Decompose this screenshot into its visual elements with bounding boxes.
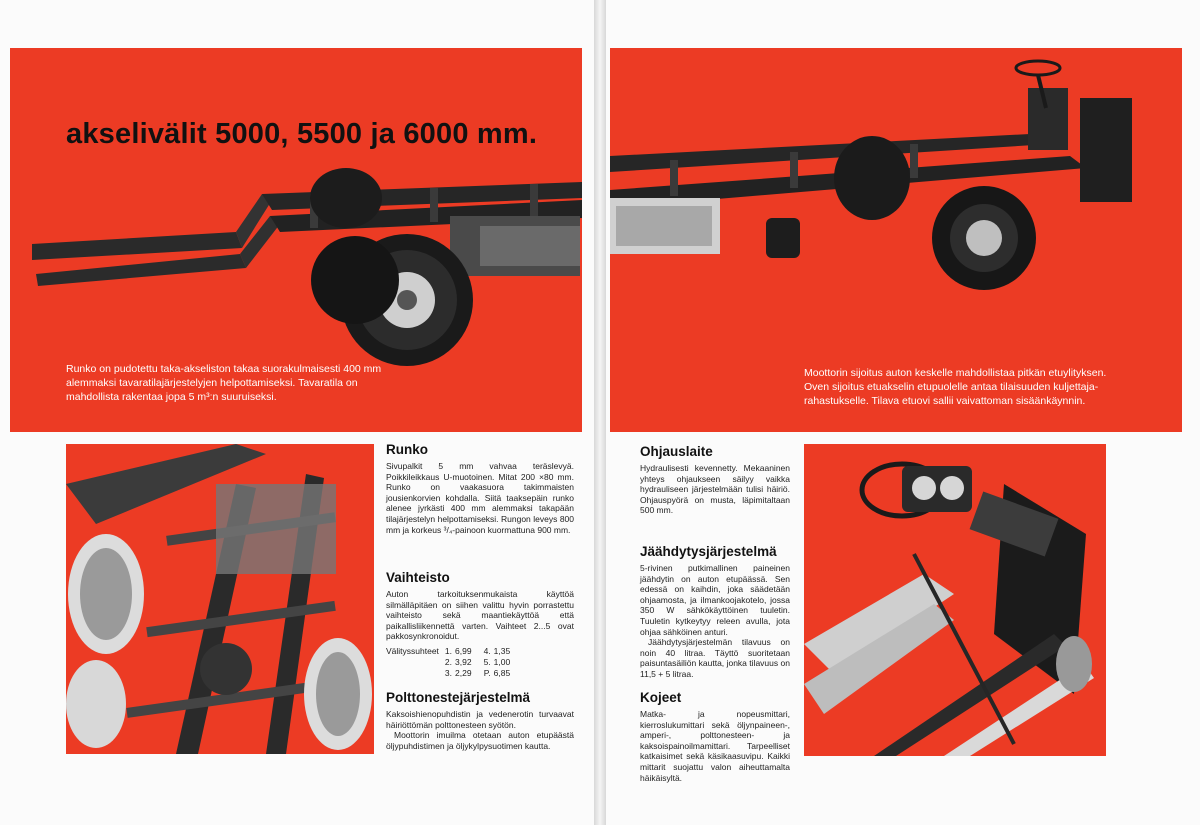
gear-ratio-row: Välityssuhteet 1. 6,99 4. 1,35: [386, 645, 511, 656]
section-text-vaihteisto: Auton tarkoituksenmukaista käyttöä silmälläpitäen on siihen valittu hyvin porrastettu vaihteisto sekä maantiekäyttöä että paikallisliikennettä varten. Vaihteet 2...5 ovat pakkosynkronoidut.: [386, 589, 574, 642]
right-page: [606, 0, 1200, 825]
section-jaahdytys: [640, 544, 790, 680]
hero-caption-right: Moottorin sijoitus auton keskelle mahdollistaa pitkän etuylityksen. Oven sijoitus etuakselin etupuolelle antaa tilaisuuden kuljettaja- rahastukselle. Tilava etuovi sallii vaivattoman sisäänkäynnin.: [804, 367, 1107, 407]
ratios-label: Välityssuhteet: [386, 645, 439, 656]
page-headline: akselivälit 5000, 5500 ja 6000 mm.: [66, 118, 538, 150]
section-text-polttoneste-2: Moottorin imuilma otetaan auton etupäästä öljypuhdistimen ja öljykylpysuotimen kautta.: [386, 730, 574, 751]
section-text-jaahdytys-2: Jäähdytysjärjestelmän tilavuus on noin 40 litraa. Täyttö suoritetaan paisuntasäiliön kautta, jonka tilavuus on 11,5 + 5 litraa.: [640, 637, 790, 679]
section-text-polttoneste-1: Kaksoishienopuhdistin ja vedenerotin turvaavat häiriöttömän polttonesteen syötön.: [386, 709, 574, 730]
driver-cab-photo: [804, 444, 1106, 756]
section-ohjauslaite: [640, 444, 790, 516]
cab-photo-panel: [804, 444, 1106, 756]
hero-panel-left: [10, 48, 582, 432]
section-title-jaahdytys: Jäähdytysjärjestelmä: [640, 544, 777, 559]
section-title-ohjauslaite: Ohjauslaite: [640, 444, 713, 459]
chassis-underside-photo: [66, 444, 374, 754]
section-title-runko: Runko: [386, 442, 428, 457]
section-title-kojeet: Kojeet: [640, 690, 682, 705]
left-page: [0, 0, 594, 825]
gear-ratio-row: 3. 2,29 P. 6,85: [444, 667, 511, 678]
section-runko: [386, 442, 574, 535]
section-title-polttoneste: Polttonestejärjestelmä: [386, 690, 531, 705]
hero-caption-left: Runko on pudotettu taka-akseliston takaa suorakulmaisesti 400 mm alemmaksi tavaratilajärjestelyjen helpottamiseksi. Tavaratila on mahdollista rakentaa jopa 5 m³:n suuruiseksi.: [66, 363, 382, 403]
section-polttoneste: [386, 690, 574, 751]
section-title-vaihteisto: Vaihteisto: [386, 570, 450, 585]
section-text-jaahdytys-1: 5-rivinen putkimallinen paineinen jäähdytin on auton etupäässä. Sen edessä on kaihdin, joka säädetään ohjaamosta, ja ilmankoojakotelo, jossa 350 W sähkökäyttöinen tuuletin. Tuuletin kytkeytyy releen avulla, jota ohjaa sähköinen anturi.: [640, 563, 790, 637]
section-text-runko: Sivupalkit 5 mm vahvaa teräslevyä. Poikkileikkaus U-muotoinen. Mitat 200 ×80 mm. Runko on vaakasuora takimmaisten jousienkorvien kohdalla. Siitä taaksepäin runko alenee jyrkästi 400 mm alemmaksi takapään tilajärjestelyn helpottamiseksi. Rungon leveys 800 mm ja korkeus ³/₄-painoon kuormattuna 900 mm.: [386, 461, 574, 535]
section-text-ohjauslaite: Hydraulisesti kevennetty. Mekaaninen yhteys ohjaukseen säilyy vaikka hydrauliseen järjestelmään tulisi häiriö. Ohjauspyörä on musta, läpimitaltaan 500 mm.: [640, 463, 790, 516]
gear-ratio-table: [386, 646, 522, 679]
section-vaihteisto: [386, 570, 574, 679]
page-gutter: [594, 0, 606, 825]
hero-panel-right: [610, 48, 1182, 432]
section-text-kojeet: Matka- ja nopeusmittari, kierroslukumittari sekä öljynpaineen-, amperi-, polttonesteen- ja kaksoispainoilmamittari. Tarpeelliset katkaisimet sekä käsikaasuvipu. Kaikki mittarit suojattu valon aiheuttamalta häikäisyltä.: [640, 709, 790, 783]
section-kojeet: [640, 690, 790, 783]
gear-ratio-row: 2. 3,92 5. 1,00: [444, 656, 511, 667]
underside-photo-panel: [66, 444, 374, 754]
